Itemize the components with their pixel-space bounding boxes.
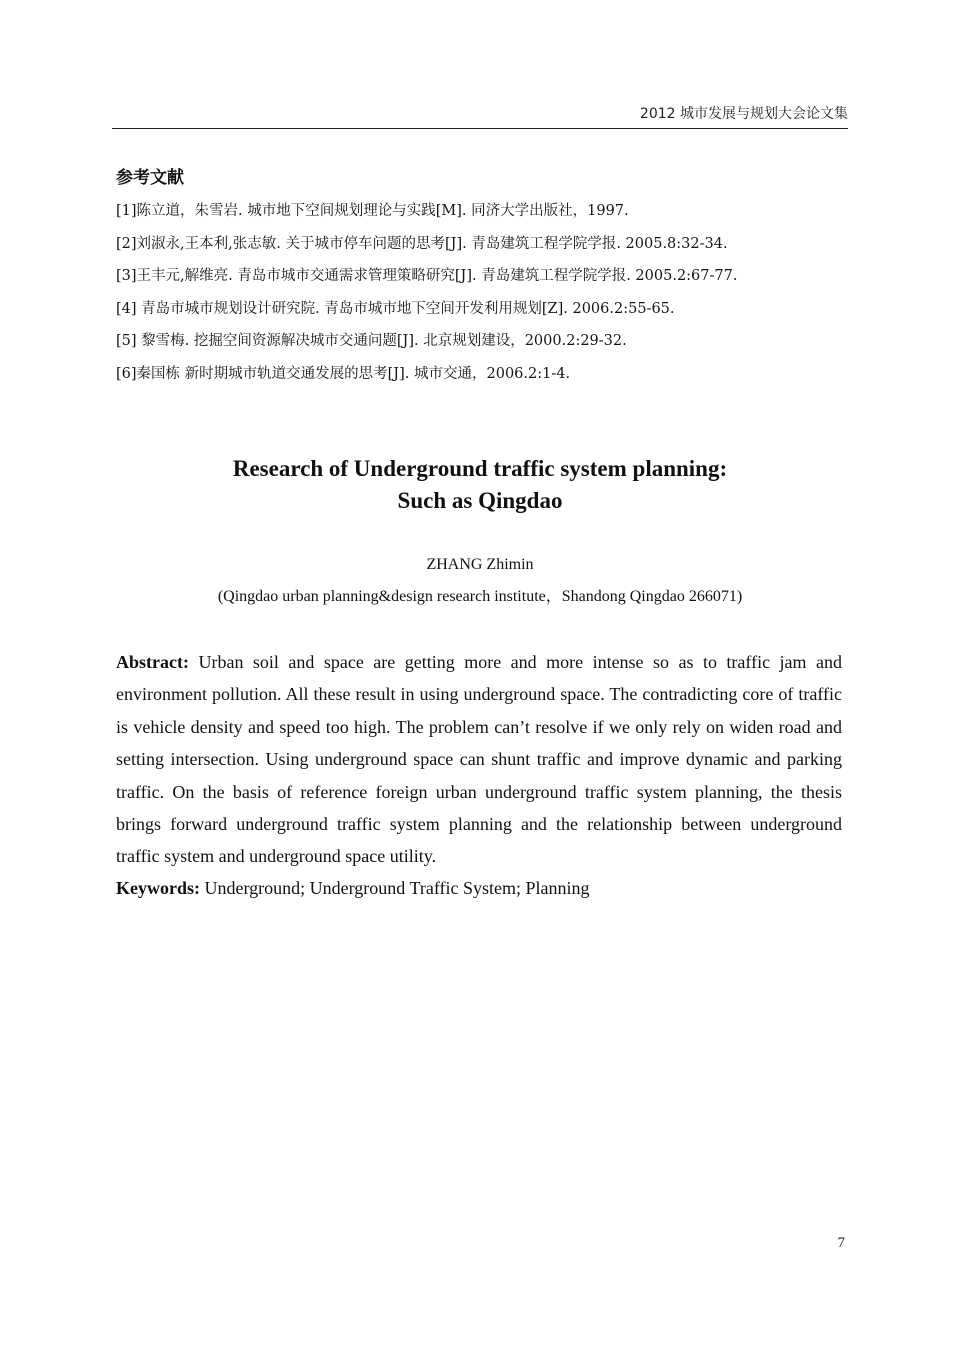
reference-item: [6]秦国栋 新时期城市轨道交通发展的思考[J]. 城市交通，2006.2:1-4. xyxy=(116,365,571,382)
page-header xyxy=(112,104,848,129)
abstract-label: Abstract: xyxy=(116,652,189,672)
keywords-text: Underground; Underground Traffic System; Planning xyxy=(200,878,590,898)
paper-title-line2: Such as Qingdao xyxy=(397,488,563,513)
keywords xyxy=(116,872,842,904)
author-affiliation: (Qingdao urban planning&design research institute，Shandong Qingdao 266071) xyxy=(217,588,743,605)
abstract xyxy=(116,646,842,873)
abstract-text: Urban soil and space are getting more and more intense so as to traffic jam and environment pollution. All these result in using underground space. The contradicting core of traffic is vehicle density and speed too high. The problem can’t resolve if we only rely on widen road and setting intersection. Using underground space can shunt traffic and improve dynamic and parking traffic. On the basis of reference foreign urban underground traffic system planning, the thesis brings forward underground traffic system planning and the relationship between underground traffic system and underground space utility. xyxy=(116,652,842,867)
references-heading: 参考文献 xyxy=(116,168,184,188)
reference-list xyxy=(116,199,846,394)
page-number: 7 xyxy=(837,1235,845,1251)
reference-item: [2]刘淑永,王本利,张志敏. 关于城市停车问题的思考[J]. 青岛建筑工程学院学报. 2005.8:32-34. xyxy=(116,235,728,252)
paper-title xyxy=(112,453,848,517)
reference-item: [5] 黎雪梅. 挖掘空间资源解决城市交通问题[J]. 北京规划建设，2000.2:29-32. xyxy=(116,333,627,349)
reference-item: [4] 青岛市城市规划设计研究院. 青岛市城市地下空间开发利用规划[Z]. 2006.2:55-65. xyxy=(116,300,675,317)
keywords-label: Keywords: xyxy=(116,878,200,898)
running-title: 2012 城市发展与规划大会论文集 xyxy=(639,106,848,122)
author-name: ZHANG Zhimin xyxy=(426,556,534,573)
reference-item: [1]陈立道，朱雪岩. 城市地下空间规划理论与实践[M]. 同济大学出版社，1997. xyxy=(116,203,629,219)
paper-title-line1: Research of Underground traffic system planning: xyxy=(232,456,728,481)
reference-item: [3]王丰元,解维亮. 青岛市城市交通需求管理策略研究[J]. 青岛建筑工程学院学报. 2005.2:67-77. xyxy=(116,268,738,284)
